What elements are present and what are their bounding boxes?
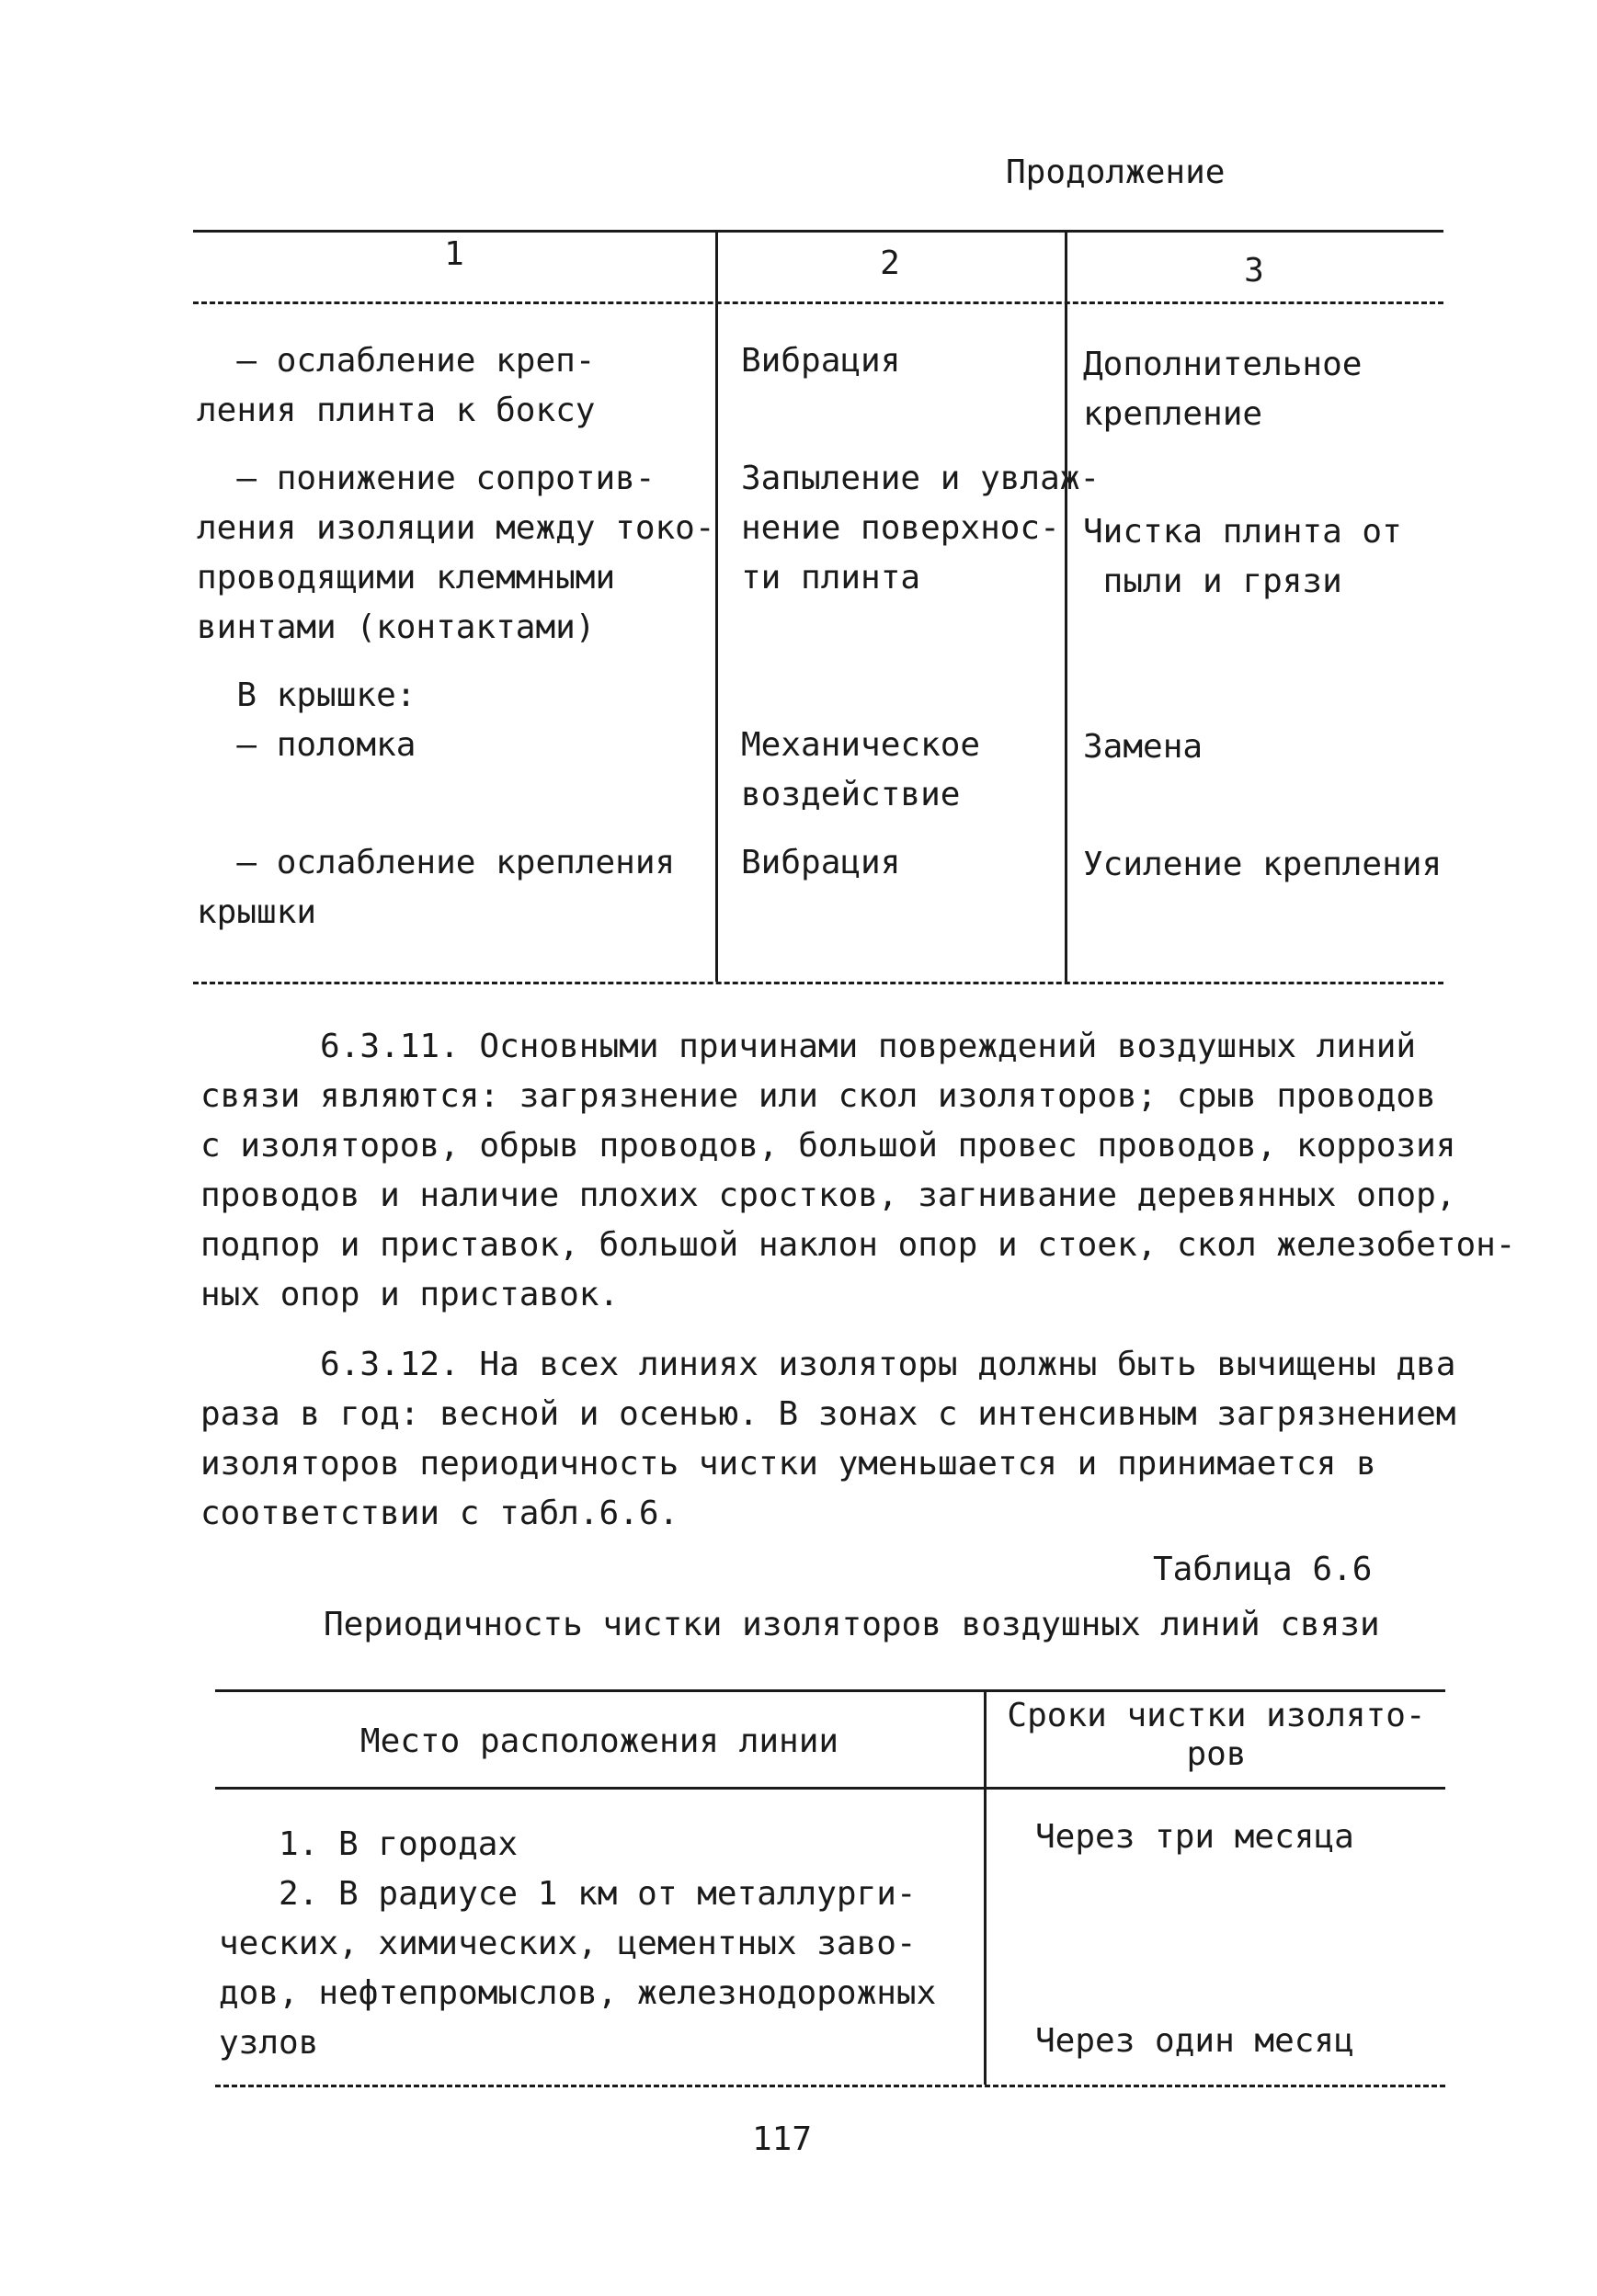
table2-row1-col1: 1. В городах (219, 1825, 519, 1863)
paragraph-6-3-12: 6.3.12. На всех линиях изоляторы должны быть вычищены два раза в год: весной и осенью. В зонах с интенсивным загрязнением изоляторов периодичность чистки уменьшается и принимается в соответствии с табл.6.6. (200, 1346, 1456, 1532)
table1-col-divider-2 (1065, 230, 1067, 982)
page-number: 117 (752, 2120, 813, 2158)
table1-header-col3: 3 (1244, 252, 1264, 290)
table2-row1-col2: Через три месяца (1035, 1818, 1354, 1856)
table2-title: Периодичность чистки изоляторов воздушных линий связи (324, 1606, 1380, 1643)
paragraph-6-3-11: 6.3.11. Основными причинами повреждений воздушных линий связи являются: загрязнение или скол изоляторов; срыв проводов с изоляторов, обрыв проводов, большой провес проводов, коррозия проводов и наличие плохих сростков, загнивание деревянных опор, подпор и приставок, большой наклон опор и стоек, скол железобетон- ных опор и приставок. (200, 1028, 1516, 1313)
table1-row4-col2: Вибрация (741, 844, 901, 881)
table1-header-col2: 2 (880, 244, 900, 282)
table1-bottom-rule (193, 982, 1443, 984)
table1-row3-col3: Замена (1083, 728, 1203, 766)
table1-row1-col2: Вибрация (741, 342, 901, 380)
table2-row2-col2: Через один месяц (1035, 2022, 1354, 2060)
table1-col-divider-1 (715, 230, 718, 982)
table1-row4-col1: – ослабление крепления крышки (197, 844, 676, 931)
table1-row2-col2: Запыление и увлаж- нение поверхнос- ти плинта (741, 460, 1101, 597)
table1-header-rule (193, 301, 1443, 304)
table1-row3-col2: Механическое воздействие (741, 726, 981, 813)
table1-header-col1: 1 (444, 235, 464, 273)
table1-row4-col3: Усиление крепления (1083, 846, 1443, 883)
table2-header-col1: Место расположения линии (359, 1722, 839, 1760)
table2-bottom-rule (215, 2085, 1445, 2087)
table2-row2-col1: 2. В радиусе 1 км от металлурги- ческих, химических, цементных заво- дов, нефтепромыслов, железнодорожных узлов (219, 1875, 937, 2062)
table2-header-col2: Сроки чистки изолято- ров (1007, 1697, 1426, 1773)
table2-top-rule (215, 1689, 1445, 1692)
continuation-label: Продолжение (1006, 153, 1226, 191)
table1-row2-col3: Чистка плинта от пыли и грязи (1083, 513, 1402, 600)
table1-row1-col1: – ослабление креп- ления плинта к боксу (197, 342, 596, 429)
table1-row3-col1: В крышке: – поломка (236, 676, 416, 764)
table2-col-divider (984, 1689, 987, 2085)
table1-row2-col1: – понижение сопротив- ления изоляции между токо- проводящими клеммными винтами (контактами) (197, 460, 715, 646)
table2-header-rule (215, 1787, 1445, 1790)
table2-label: Таблица 6.6 (1153, 1551, 1373, 1588)
table1-row1-col3: Дополнительное крепление (1083, 346, 1363, 433)
